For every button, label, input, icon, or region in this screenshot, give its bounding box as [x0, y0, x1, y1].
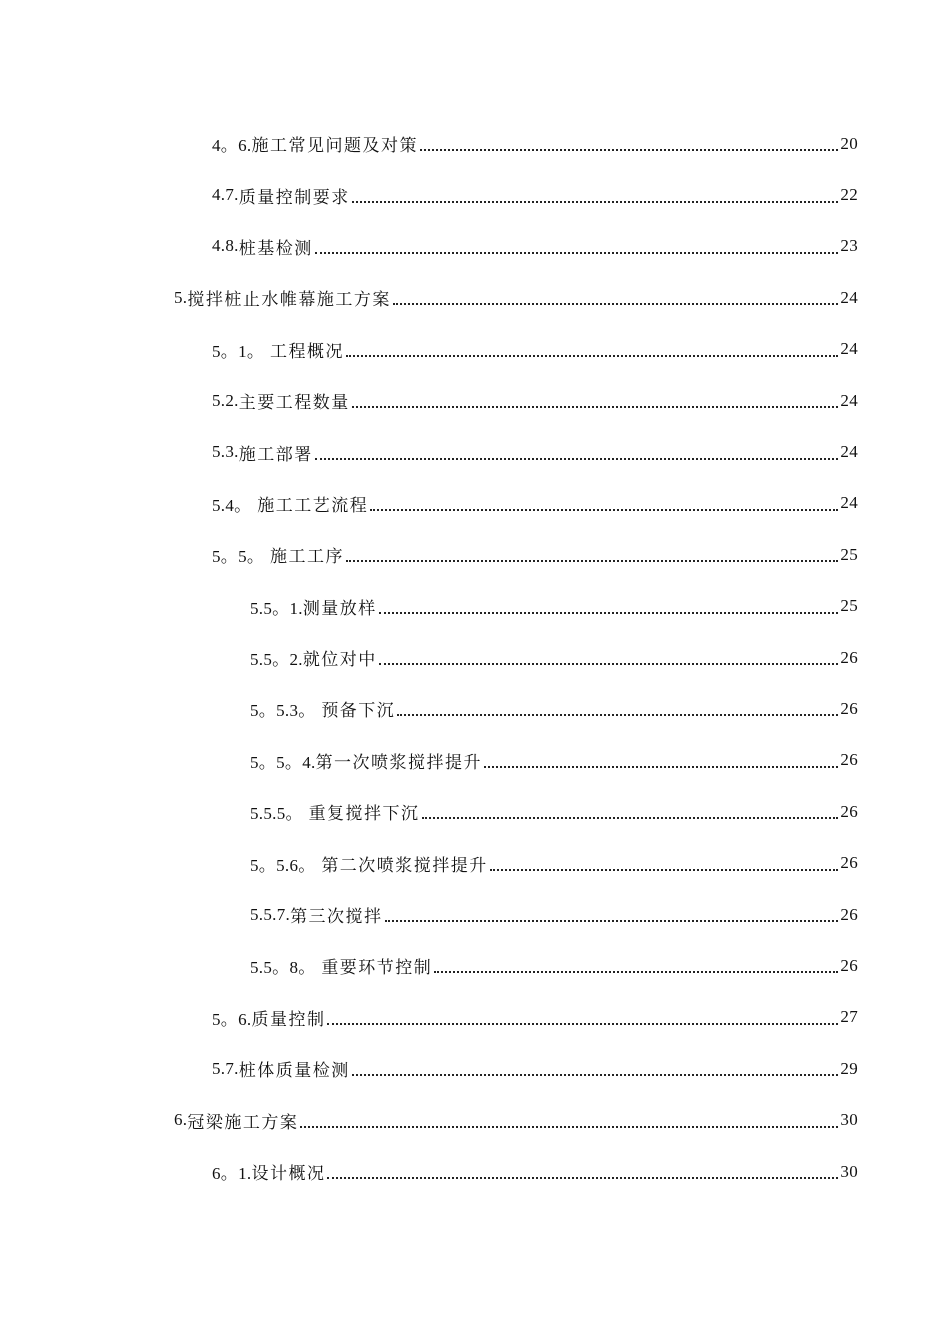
toc-entry[interactable] [0, 169, 950, 220]
toc-entry[interactable] [0, 889, 950, 940]
toc-entry[interactable] [0, 786, 950, 837]
toc-entry-title: 质量控制要求 [238, 187, 350, 207]
toc-entry-page-number: 24 [840, 442, 858, 462]
toc-entry-page-number: 27 [840, 1007, 858, 1027]
toc-entry-number: 6。1. [212, 1164, 252, 1183]
toc-entry-number: 5。5。 [212, 547, 265, 567]
toc-entry-number: 5.4。 [212, 495, 252, 515]
toc-entry-page-number: 24 [840, 339, 858, 359]
toc-entry[interactable] [0, 992, 950, 1043]
toc-entry-page-number: 26 [840, 904, 858, 924]
toc-dot-leader [300, 1125, 838, 1128]
table-of-contents [0, 118, 950, 1197]
toc-entry-page-number: 24 [840, 390, 858, 410]
toc-entry-number: 5。5。4. [250, 752, 316, 772]
toc-entry-title: 设计概况 [251, 1164, 326, 1183]
toc-entry-title: 测量放样 [302, 598, 377, 618]
toc-entry-title: 主要工程数量 [238, 393, 350, 413]
toc-entry-title: 桩基检测 [238, 238, 313, 258]
toc-entry-page-number: 26 [840, 647, 858, 667]
toc-entry-number: 4.8. [212, 236, 239, 256]
toc-entry[interactable] [0, 272, 950, 323]
toc-dot-leader [420, 148, 838, 151]
toc-dot-leader [352, 405, 839, 408]
toc-entry-page-number: 25 [840, 544, 858, 564]
toc-dot-leader [346, 354, 838, 357]
toc-entry[interactable] [0, 1146, 950, 1197]
toc-entry-title: 工程概况 [264, 341, 344, 361]
toc-entry-number: 4。6. [212, 136, 252, 156]
toc-dot-leader [393, 302, 839, 305]
toc-entry-title: 冠梁施工方案 [187, 1112, 299, 1132]
toc-entry-page-number: 26 [840, 801, 858, 821]
toc-entry[interactable] [0, 478, 950, 529]
toc-entry-number: 5.5。1. [250, 598, 303, 618]
toc-entry-number: 5.5.7. [250, 904, 291, 924]
toc-dot-leader [315, 457, 839, 460]
toc-entry[interactable] [0, 221, 950, 272]
toc-entry[interactable] [0, 632, 950, 683]
toc-entry-number: 5。6. [212, 1009, 252, 1029]
toc-entry-number: 5。5.6。 [250, 855, 316, 875]
toc-entry[interactable] [0, 581, 950, 632]
toc-entry-page-number: 24 [840, 287, 858, 307]
toc-entry-title: 重要环节控制 [315, 958, 433, 978]
toc-dot-leader [422, 816, 839, 819]
toc-entry-page-number: 22 [840, 185, 858, 205]
toc-entry-number: 5.5。8。 [250, 958, 316, 978]
toc-entry-title: 施工部署 [238, 444, 313, 464]
toc-entry-number: 6. [174, 1110, 188, 1130]
toc-dot-leader [484, 765, 838, 768]
toc-dot-leader [327, 1176, 838, 1179]
toc-entry[interactable] [0, 529, 950, 580]
toc-dot-leader [379, 611, 839, 614]
toc-entry[interactable] [0, 940, 950, 991]
toc-entry-title: 预备下沉 [315, 701, 396, 721]
toc-entry-number: 5. [174, 287, 188, 307]
toc-entry-page-number: 26 [840, 698, 858, 718]
toc-entry-number: 5。5.3。 [250, 701, 316, 721]
toc-entry-title: 桩体质量检测 [238, 1061, 350, 1081]
toc-entry[interactable] [0, 1094, 950, 1145]
toc-entry-title: 搅拌桩止水帷幕施工方案 [187, 290, 391, 310]
toc-entry-number: 4.7. [212, 185, 239, 205]
toc-entry-title: 重复搅拌下沉 [302, 804, 420, 824]
toc-entry-number: 5.5。2. [250, 650, 303, 670]
toc-entry[interactable] [0, 735, 950, 786]
toc-entry[interactable] [0, 1043, 950, 1094]
toc-dot-leader [379, 662, 839, 665]
toc-entry-title: 第一次喷浆搅拌提升 [315, 752, 483, 772]
toc-entry-number: 5。1。 [212, 341, 265, 361]
toc-entry-page-number: 26 [840, 955, 858, 975]
toc-entry-page-number: 30 [840, 1161, 858, 1181]
toc-dot-leader [352, 1073, 839, 1076]
toc-entry-number: 5.7. [212, 1058, 239, 1078]
toc-entry-page-number: 24 [840, 493, 858, 513]
toc-dot-leader [352, 200, 839, 203]
toc-entry-number: 5.2. [212, 390, 239, 410]
toc-entry-title: 第三次搅拌 [290, 907, 383, 927]
toc-entry-title: 施工常见问题及对策 [251, 136, 418, 156]
toc-entry-page-number: 26 [840, 750, 858, 770]
toc-dot-leader [385, 919, 839, 922]
toc-entry-number: 5.3. [212, 442, 239, 462]
toc-dot-leader [397, 713, 838, 716]
toc-entry-page-number: 23 [840, 236, 858, 256]
toc-entry-title: 第二次喷浆搅拌提升 [315, 855, 488, 875]
toc-entry-page-number: 20 [840, 133, 858, 153]
toc-entry[interactable] [0, 375, 950, 426]
toc-entry-page-number: 26 [840, 853, 858, 873]
toc-entry-page-number: 29 [840, 1058, 858, 1078]
toc-entry[interactable] [0, 683, 950, 734]
toc-entry[interactable] [0, 324, 950, 375]
toc-entry-page-number: 30 [840, 1110, 858, 1130]
toc-entry-page-number: 25 [840, 596, 858, 616]
toc-entry[interactable] [0, 118, 950, 169]
toc-entry-number: 5.5.5。 [250, 804, 303, 824]
toc-dot-leader [315, 251, 839, 254]
toc-entry-title: 施工工艺流程 [251, 495, 369, 515]
toc-dot-leader [346, 559, 838, 562]
toc-dot-leader [370, 508, 838, 511]
toc-entry-title: 施工工序 [264, 547, 344, 567]
toc-dot-leader [490, 868, 839, 871]
toc-dot-leader [327, 1022, 838, 1025]
toc-entry-title: 质量控制 [251, 1009, 326, 1029]
toc-dot-leader [434, 970, 838, 973]
toc-entry[interactable] [0, 837, 950, 888]
toc-entry[interactable] [0, 426, 950, 477]
toc-entry-title: 就位对中 [302, 650, 377, 670]
